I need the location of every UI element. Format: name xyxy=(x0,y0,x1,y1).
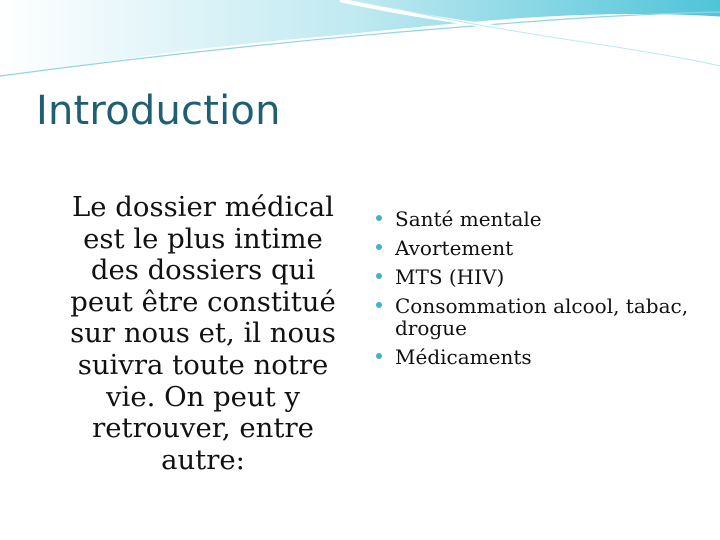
bullet-dot-icon xyxy=(376,273,382,279)
bullet-item xyxy=(372,295,702,339)
bullet-item xyxy=(372,346,702,368)
bullet-list xyxy=(372,208,702,375)
bullet-text: Consommation alcool, tabac, drogue xyxy=(395,294,689,340)
bullet-text: Avortement xyxy=(395,236,514,260)
slide-title: Introduction xyxy=(36,88,281,134)
bullet-dot-icon xyxy=(376,353,382,359)
bullet-dot-icon xyxy=(376,244,382,250)
bullet-text: MTS (HIV) xyxy=(395,265,505,289)
bullet-item xyxy=(372,266,702,288)
bullet-dot-icon xyxy=(376,302,382,308)
bullet-item xyxy=(372,208,702,230)
intro-paragraph: Le dossier médical est le plus intime des dossiers qui peut être constitué sur nous et, il nous suivra toute notre vie. On peut y retrouver, entre autre: xyxy=(70,191,336,476)
header-wave-decoration xyxy=(0,0,720,90)
bullet-text: Santé mentale xyxy=(395,207,542,231)
bullet-item xyxy=(372,237,702,259)
bullet-dot-icon xyxy=(376,215,382,221)
bullet-text: Médicaments xyxy=(395,345,532,369)
